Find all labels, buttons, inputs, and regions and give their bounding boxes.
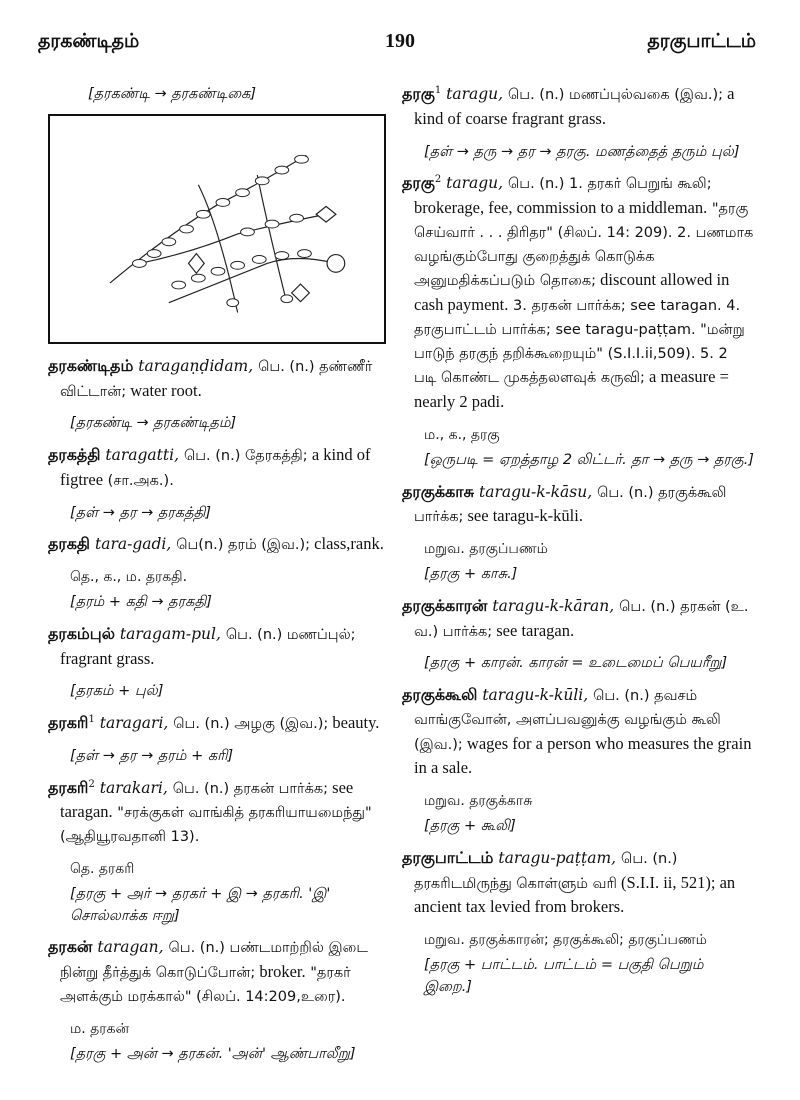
transliteration: taragu, <box>446 85 504 103</box>
english-gloss: class,rank. <box>310 534 384 554</box>
tamil-quote: "தரகு செய்வார் . . . திரிதர" (சிலப். 14: 209). 2. பணமாக வழங்கும்போது குறைத்துக் கொடுக்க அனுமதிக்கப்படும் தொகை; <box>414 201 754 290</box>
etymology: [ஒருபடி = ஏறத்தாழ 2 லிட்டர். தா → தரு → தரகு.] <box>424 451 754 468</box>
tamil-gloss: பெ. (n.) தவசம் வாங்குவோன், அளப்பவனுக்கு வழங்கும் கூலி (இவ.); <box>414 688 721 753</box>
tamil-gloss: பெ. (n.) தரகன் பார்க்க; <box>172 780 329 797</box>
dictionary-entry <box>402 846 754 920</box>
top-etymology: [தரகண்டி → தரகண்டிகை] <box>88 86 257 102</box>
tamil-gloss: பெ(n.) தரம் (இவ.); <box>176 537 311 554</box>
tamil-gloss: பெ. (n.) தண்ணீர் விட்டான்; <box>60 358 373 400</box>
tamil-gloss: பெ. (n.) மணப்புல்; <box>225 626 356 643</box>
transliteration: taragan, <box>97 938 164 957</box>
dictionary-entry <box>48 622 400 672</box>
headword: தரகுக்கூலி <box>402 685 478 704</box>
dictionary-entry <box>402 82 754 132</box>
tamil-gloss: பெ. (n.) தரகரிடமிருந்து கொள்ளும் வரி <box>414 850 678 892</box>
cognates: மறுவ. தரகுக்காரன்; தரகுக்கூலி; தரகுப்பணம் <box>424 932 707 948</box>
english-gloss: fragrant grass. <box>60 648 155 668</box>
etymology: [தரகு + காசு.] <box>424 566 518 582</box>
tamil-quote-2: 3. தரகன் பார்க்க; see taragan. 4. தரகுபாட்டம் பார்க்க; see taragu-paṭṭam. "மன்று பாடுந் தரகுந் தறிக்கூறையும்" (S.I.I.ii,509). 5. 2 படி கொண்ட முகத்தலளவுக் கருவி; <box>414 298 745 387</box>
cognates: ம. தரகன் <box>70 1020 130 1037</box>
sense-number: 1 <box>88 713 95 725</box>
english-gloss: (S.I.I. ii, 521); an ancient tax levied from brokers. <box>414 872 736 917</box>
left-entries <box>48 354 400 1066</box>
tamil-gloss: பெ. (n.) தரகுக்கூலி பார்க்க; <box>414 484 727 526</box>
right-entries <box>402 82 754 999</box>
headword: தரகு <box>402 173 435 193</box>
etymology: [தரகு + காரன். காரன் = உடைமைப் பெயரீறு] <box>424 655 728 672</box>
plant-drawing <box>50 116 384 342</box>
dictionary-entry <box>48 935 400 1008</box>
dictionary-entry <box>48 354 400 404</box>
transliteration: taragu-k-kūli, <box>482 686 589 704</box>
english-gloss: broker. <box>255 962 306 981</box>
headword: தரகரி <box>48 777 89 797</box>
tamil-gloss: பெ. (n.) மணப்புல்வகை (இவ.); <box>508 87 724 103</box>
transliteration: taragu-k-kāsu, <box>479 482 593 501</box>
tamil-quote: "சரக்குகள் வாங்கித் தரகரியாயமைந்து" (ஆதியூரவதானி 13). <box>60 805 372 845</box>
dictionary-entry <box>48 776 400 849</box>
english-gloss: a kind of coarse fragrant grass. <box>414 84 735 128</box>
dictionary-entry <box>402 171 754 415</box>
headword: தரகுபாட்டம் <box>402 847 494 867</box>
dictionary-entry <box>402 594 754 644</box>
dictionary-entry <box>48 711 400 736</box>
transliteration: taragu, <box>446 174 504 193</box>
headword: தரகத்தி <box>48 445 101 464</box>
english-gloss: see taragan. <box>492 620 575 640</box>
english-gloss: see taragan. <box>60 777 354 822</box>
sense-number: 2 <box>88 778 95 790</box>
etymology: [தரகு + கூலி] <box>424 818 516 834</box>
etymology: [தள் → தர → தரகத்தி] <box>70 504 212 521</box>
transliteration: taragatti, <box>105 446 180 464</box>
etymology: [தரகு + அன் → தரகன். 'அன்' ஆண்பாலீறு] <box>70 1045 356 1062</box>
cognates: மறுவ. தரகுக்காசு <box>424 793 533 809</box>
english-gloss-2: discount allowed in cash payment. <box>414 270 730 314</box>
headword: தரகதி <box>48 534 91 554</box>
etymology: [தரகு + அர் → தரகர் + இ → தரகரி. 'இ' சொல்லாக்க ஈறு] <box>70 885 331 924</box>
left-column <box>48 82 400 1073</box>
english-gloss: brokerage, fee, commission to a middleman. <box>414 198 708 217</box>
headword: தரகண்டிதம் <box>48 355 134 375</box>
headword: தரகுக்காரன் <box>402 595 488 615</box>
sense-number: 1 <box>434 84 442 96</box>
tamil-gloss: பெ. (n.) 1. தரகர் பெறுங் கூலி; <box>508 176 712 193</box>
tamil-quote: (சா.அக.). <box>103 472 174 489</box>
cognates: தெ. தரகரி <box>70 860 135 877</box>
etymology: [தரகு + பாட்டம். பாட்டம் = பகுதி பெறும் இறை.] <box>424 957 704 995</box>
cognates: மறுவ. தரகுப்பணம் <box>424 541 548 557</box>
tamil-gloss: பெ. (n.) அழகு (இவ.); <box>173 716 329 732</box>
plant-illustration <box>48 114 386 344</box>
tamil-gloss: பெ. (n.) தரகன் (உ. வ.) பார்க்க; <box>414 598 749 640</box>
english-gloss: a kind of figtree <box>60 445 371 489</box>
english-gloss-3: a measure = nearly 2 padi. <box>414 367 729 411</box>
dictionary-entry <box>48 532 400 557</box>
headword: தரகன் <box>48 937 93 957</box>
headword: தரகரி <box>48 713 89 732</box>
cognates: ம., க., தரகு <box>424 426 500 443</box>
english-gloss: see taragu-k-kūli. <box>463 506 583 526</box>
etymology: [தரகண்டி → தரகண்டிதம்] <box>70 415 237 432</box>
etymology: [தரகம் + புல்] <box>70 683 164 700</box>
etymology: [தரம் + கதி → தரகதி] <box>70 594 212 610</box>
headword: தரகு <box>402 84 435 103</box>
etymology: [தள் → தர → தரம் + கரி] <box>70 747 234 764</box>
english-gloss: water root. <box>126 380 202 400</box>
transliteration: taragam-pul, <box>119 624 221 643</box>
page-number: 190 <box>385 30 415 52</box>
dictionary-entry <box>402 683 754 781</box>
cognates: தெ., க., ம. தரகதி. <box>70 569 188 585</box>
transliteration: taragu-paṭṭam, <box>498 848 617 867</box>
headword: தரகுக்காசு <box>402 481 475 501</box>
dictionary-entry <box>402 480 754 530</box>
english-gloss: beauty. <box>328 713 380 732</box>
running-head-left: தரகண்டிதம் <box>38 30 140 52</box>
transliteration: taragari, <box>99 714 169 732</box>
transliteration: tara-gadi, <box>94 535 172 554</box>
tamil-gloss: பெ. (n.) தேரகத்தி; <box>183 448 308 464</box>
tamil-gloss: பெ. (n.) பண்டமாற்றில் இடை நின்று தீர்த்துக் கொடுப்போன்; <box>60 940 368 981</box>
english-gloss: wages for a person who measures the grain in a sale. <box>414 733 752 778</box>
running-head-right: தரகுபாட்டம் <box>647 30 756 52</box>
headword: தரகம்புல் <box>48 623 115 643</box>
dictionary-entry <box>48 443 400 493</box>
sense-number: 2 <box>434 174 442 186</box>
tamil-quote: "தரகர் அளக்கும் மரக்கால்" (சிலப். 14:209,உரை). <box>60 965 351 1005</box>
etymology: [தள் → தரு → தர → தரகு. மணத்தைத் தரும் புல்] <box>424 143 740 160</box>
transliteration: taragu-k-kāran, <box>492 596 615 615</box>
transliteration: tarakari, <box>99 778 168 797</box>
transliteration: taragaṇḍidam, <box>138 356 254 375</box>
right-column <box>402 82 754 1007</box>
